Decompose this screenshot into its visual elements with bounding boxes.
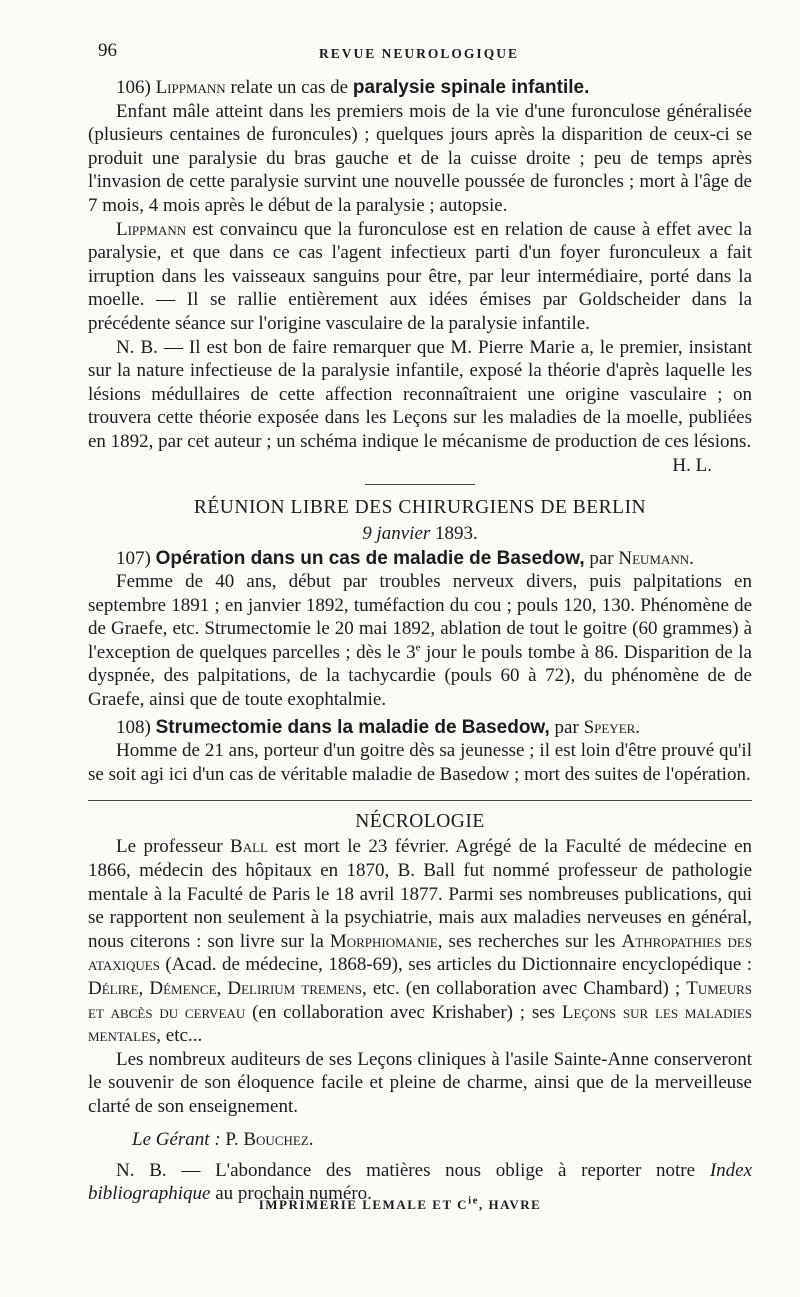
item-title: paralysie spinale infantile. — [352, 77, 590, 98]
item-title: Strumectomie dans la maladie de Basedow, — [155, 716, 550, 738]
author-name: Lippmann — [155, 77, 226, 98]
gerant-name: Bouchez. — [243, 1128, 314, 1150]
divider — [88, 800, 752, 801]
text: (Acad. de médecine, 1868-69), ses articles du Dictionnaire encyclopédique : — [165, 954, 752, 976]
text: au prochain numéro. — [215, 1183, 372, 1205]
paragraph-text: est convaincu que la furonculose est en relation de cause à effet avec la paralysie, et que dans ce cas l'agent infectieux parti d'un foyer furonculeux a fait irruption dans les vaisseaux sanguins pour être, par leur intermédiaire, porté dans la moelle. — Il se rallie entièrement aux idées émises par Goldscheider dans la précédente séance sur l'origine vasculaire de la paralysie infantile. — [88, 218, 752, 334]
running-title: REVUE NEUROLOGIQUE — [319, 46, 519, 61]
gerant-initial: P. — [225, 1128, 239, 1150]
section-title-berlin: RÉUNION LIBRE DES CHIRURGIENS DE BERLIN — [193, 496, 647, 518]
necrologie-paragraph-1 — [88, 835, 752, 1047]
text: est mort le 23 février. Agrégé de la Faculté de médecine en 1866, médecin des hôpitaux en 1870, B. Ball fut nommé professeur de pathologie mentale à la Faculté de Paris le 18 avril 1877. Parmi ses nombreuses publications, qui se rapportent non seulement à la psychiatrie, mais aux maladies nerveuses en général, nous citerons : son livre sur la — [88, 836, 753, 952]
heading-text: relate un cas de — [230, 77, 349, 98]
by-text: par — [589, 547, 614, 569]
section-date — [88, 521, 752, 547]
item-108-heading — [88, 716, 752, 740]
gerant-line — [88, 1127, 752, 1153]
text: Le professeur — [116, 836, 223, 858]
book-title: Athropathies des ataxiques — [88, 930, 753, 976]
item-number: 107) — [116, 547, 151, 569]
author-name: Speyer. — [583, 716, 641, 738]
necrologie-paragraph-2: Les nombreux auditeurs de ses Leçons cliniques à l'asile Sainte-Anne conserveront le souvenir de son éloquence facile et pleine de charme, ainsi que de la merveilleuse clarté de son enseignement. — [88, 1048, 752, 1117]
author-name: Neumann. — [618, 547, 694, 569]
item-106-paragraph-2 — [88, 218, 752, 336]
item-108-body: Homme de 21 ans, porteur d'un goitre dès sa jeunesse ; il est loin d'être prouvé qu'il se soit agi ici d'un cas de véritable maladie de Basedow ; mort des suites de l'opération. — [88, 740, 752, 785]
superscript: ie — [468, 1194, 480, 1207]
gerant-label: Le Gérant : — [132, 1128, 221, 1150]
item-title: Opération dans un cas de maladie de Basedow, — [155, 547, 585, 569]
section-title-necrologie: NÉCROLOGIE — [355, 811, 485, 833]
item-107-body — [88, 570, 752, 712]
article-titles: Délire, Démence, Delirium tremens, — [88, 978, 367, 999]
item-number: 106) — [116, 77, 151, 98]
text: (en collaboration avec Krishaber) ; ses — [252, 1001, 556, 1023]
text: ses recherches sur les — [448, 930, 616, 952]
text: N. B. — L'abondance des matières nous oblige à reporter notre — [116, 1159, 696, 1181]
text-column — [88, 76, 752, 1206]
by-text: par — [554, 716, 579, 738]
item-106-heading — [88, 76, 752, 100]
index-title: Index bibliographique — [88, 1159, 753, 1205]
book-title: Leçons sur les maladies mentales, — [88, 1001, 753, 1047]
divider — [365, 484, 475, 485]
author-name: Lippmann — [116, 218, 187, 240]
running-header — [98, 40, 740, 64]
signature: H. L. — [672, 454, 712, 476]
text: etc... — [165, 1025, 203, 1047]
imprint-text: IMPRIMERIE LEMALE ET C — [258, 1197, 469, 1212]
superscript: e — [415, 641, 421, 654]
item-106-paragraph-1: Enfant mâle atteint dans les premiers mois de la vie d'une furonculose généralisée (plusieurs centaines de furoncules) ; quelques jours après la disparition de ceux-ci se produit une paralysie du bras gauche et de la cuisse droite ; peu de temps après l'invasion de cette paralysie survint une nouvelle poussée de furoncles ; mort à l'âge de 7 mois, 4 mois après le début de la paralysie ; autopsie. — [88, 100, 752, 216]
person-name: Ball — [230, 836, 268, 858]
page-number: 96 — [98, 40, 117, 61]
date-year: 1893. — [435, 522, 478, 544]
date-text: 9 janvier — [362, 522, 431, 544]
item-number: 108) — [116, 716, 151, 738]
book-title: Morphiomanie, — [329, 930, 443, 952]
text: etc. (en collaboration avec Chambard) ; — [372, 978, 681, 999]
imprint-text: , HAVRE — [479, 1197, 542, 1212]
item-106-note: N. B. — Il est bon de faire remarquer que M. Pierre Marie a, le premier, insistant sur la nature infectieuse de la paralysie infantile, exposé la théorie d'après laquelle les lésions médullaires de cette affection reconnaîtraient une origine vasculaire ; on trouvera cette théorie exposée dans les Leçons sur les maladies de la moelle, publiées en 1892, par cet auteur ; un schéma indique le mécanisme de production de ces lésions. — [88, 336, 752, 452]
item-107-heading — [88, 547, 752, 571]
article-title: Tumeurs et abcès du cerveau — [88, 978, 753, 1023]
paragraph-text: jour le pouls tombe à 86. Disparition de la dyspnée, des palpitations, de la tachycardie (pouls 60 à 72), du phénomène de de Graefe, ainsi que de toute exophtalmie. — [88, 641, 752, 711]
paragraph-text: Femme de 40 ans, début par troubles nerveux divers, puis palpitations en septembre 1891 ; en janvier 1892, tuméfaction du cou ; pouls 120, 130. Phénomène de de Graefe, etc. Strumectomie le 20 mai 1892, ablation de tout le goitre (60 grammes) à l'exception de quelques parcelles ; dès le 3 — [88, 571, 752, 663]
